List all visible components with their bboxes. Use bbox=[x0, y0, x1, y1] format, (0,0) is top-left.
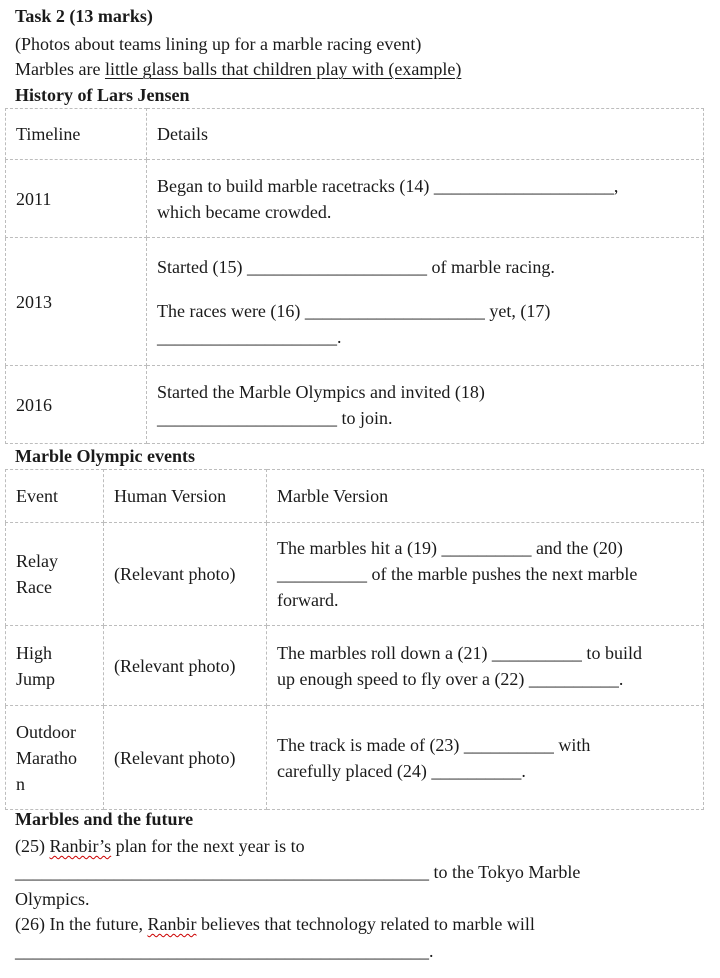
section-title-events: Marble Olympic events bbox=[15, 446, 195, 466]
human-version-cell: (Relevant photo) bbox=[104, 523, 267, 626]
history-row bbox=[6, 160, 704, 238]
marble-version-cell bbox=[267, 706, 704, 810]
human-version-cell: (Relevant photo) bbox=[104, 626, 267, 706]
marble-line: carefully placed (24) __________. bbox=[277, 760, 526, 781]
year-cell: 2011 bbox=[6, 160, 147, 238]
details-line: The races were (16) ____________________ yet, (17) bbox=[157, 300, 551, 321]
event-cell bbox=[6, 626, 104, 706]
details-cell bbox=[147, 238, 704, 366]
history-header-row bbox=[6, 109, 704, 160]
spacer bbox=[157, 280, 693, 298]
q26-name: Ranbir bbox=[147, 914, 197, 934]
marble-version-cell bbox=[267, 626, 704, 706]
photo-note: (Photos about teams lining up for a marble racing event) bbox=[15, 34, 422, 54]
marble-line: __________ of the marble pushes the next marble bbox=[277, 564, 638, 584]
example-prefix: Marbles are bbox=[15, 59, 105, 79]
event-name-line: Race bbox=[16, 577, 52, 597]
year-cell: 2013 bbox=[6, 238, 147, 366]
event-row bbox=[6, 706, 704, 810]
history-row bbox=[6, 366, 704, 444]
col-header-marble: Marble Version bbox=[267, 470, 704, 523]
q26-rest: believes that technology related to marble will bbox=[196, 914, 535, 934]
col-header-timeline: Timeline bbox=[6, 109, 147, 160]
events-table bbox=[5, 469, 704, 810]
details-line: which became crowded. bbox=[157, 201, 332, 222]
q25-line3: Olympics. bbox=[15, 889, 90, 909]
q25-blank: ______________________________________________ bbox=[15, 862, 429, 882]
section-title-future: Marbles and the future bbox=[15, 809, 194, 829]
q25-prefix: (25) bbox=[15, 836, 50, 856]
marble-line: forward. bbox=[277, 590, 339, 610]
history-table bbox=[5, 108, 704, 444]
history-row bbox=[6, 238, 704, 366]
marble-line: The marbles roll down a (21) __________ to build bbox=[277, 642, 642, 663]
q25-name: Ranbir’s bbox=[49, 836, 112, 856]
event-name-line: Maratho bbox=[16, 747, 77, 768]
col-header-human: Human Version bbox=[104, 470, 267, 523]
example-line bbox=[15, 56, 461, 82]
marble-line: The track is made of (23) __________ with bbox=[277, 734, 591, 755]
year-cell: 2016 bbox=[6, 366, 147, 444]
marble-line: The marbles hit a (19) __________ and the (20) bbox=[277, 538, 623, 558]
events-header-row bbox=[6, 470, 704, 523]
event-name-line: Jump bbox=[16, 668, 56, 689]
details-line: ____________________ to join. bbox=[157, 407, 393, 428]
col-header-details: Details bbox=[147, 109, 704, 160]
q26-line2: ______________________________________________. bbox=[15, 941, 434, 961]
details-line: Began to build marble racetracks (14) ____________________, bbox=[157, 175, 619, 196]
q26-line bbox=[15, 911, 535, 937]
marble-version-cell bbox=[267, 523, 704, 626]
details-line: ____________________. bbox=[157, 326, 342, 347]
details-cell bbox=[147, 366, 704, 444]
human-version-cell: (Relevant photo) bbox=[104, 706, 267, 810]
event-cell bbox=[6, 523, 104, 626]
q26-prefix: (26) In the future, bbox=[15, 914, 148, 934]
event-row bbox=[6, 523, 704, 626]
example-answer: little glass balls that children play with (example) bbox=[104, 59, 462, 79]
col-header-event: Event bbox=[6, 470, 104, 523]
q25-rest: plan for the next year is to bbox=[111, 836, 305, 856]
details-line: Started the Marble Olympics and invited (18) bbox=[157, 381, 485, 402]
details-cell bbox=[147, 160, 704, 238]
q25-line bbox=[15, 833, 305, 859]
q25-line2-end: to the Tokyo Marble bbox=[429, 862, 581, 882]
event-cell bbox=[6, 706, 104, 810]
event-name-line: High bbox=[16, 642, 52, 663]
event-name-line: n bbox=[16, 773, 25, 794]
q25-line2 bbox=[15, 859, 580, 885]
marble-line: up enough speed to fly over a (22) __________. bbox=[277, 668, 624, 689]
details-line: Started (15) ____________________ of marble racing. bbox=[157, 256, 555, 277]
event-name-line: Outdoor bbox=[16, 721, 76, 742]
section-title-history: History of Lars Jensen bbox=[15, 85, 190, 105]
task-title: Task 2 (13 marks) bbox=[15, 6, 153, 26]
event-row bbox=[6, 626, 704, 706]
event-name-line: Relay bbox=[16, 551, 58, 571]
